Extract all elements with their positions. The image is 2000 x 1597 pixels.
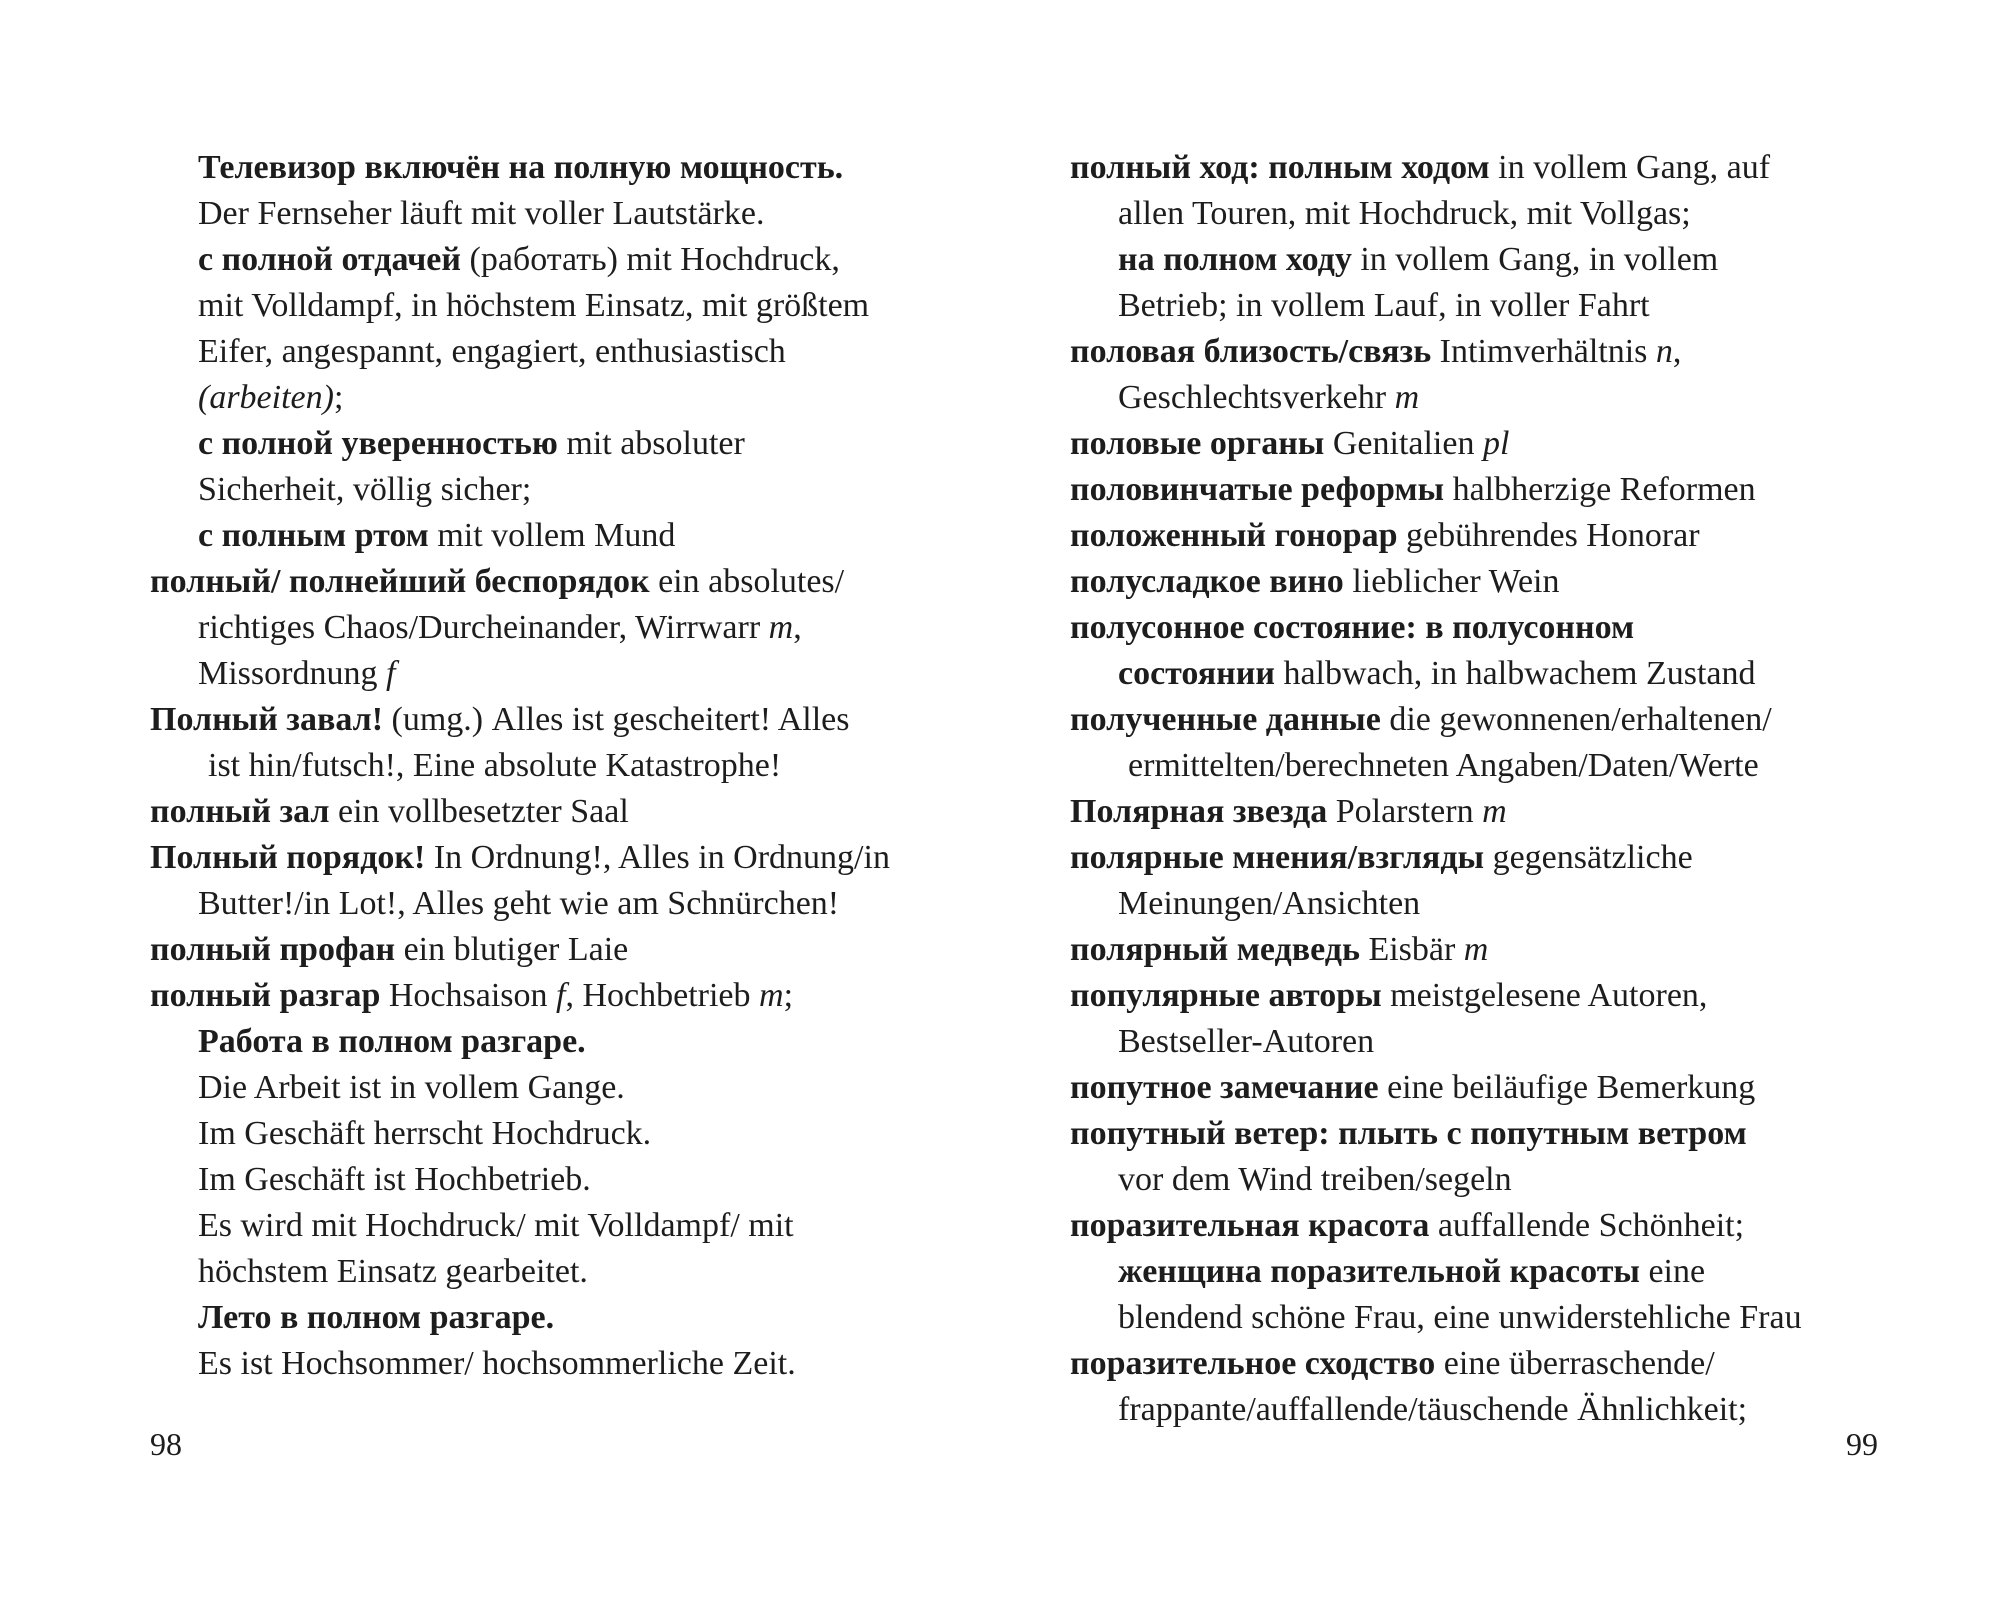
german-translation: mit vollem Mund xyxy=(428,517,676,554)
german-translation: höchstem Einsatz gearbeitet. xyxy=(198,1253,588,1290)
german-translation: gebührendes Honorar xyxy=(1397,517,1700,554)
german-translation: in vollem Gang, auf xyxy=(1489,149,1771,186)
entry-headword-line xyxy=(1070,927,1900,973)
german-translation: Intimverhältnis xyxy=(1431,333,1656,370)
russian-phrase: полный/ полнейший беспорядок xyxy=(150,563,650,600)
entry-continuation-line xyxy=(1070,283,1900,329)
german-translation: gegensätzliche xyxy=(1484,839,1693,876)
german-translation: allen Touren, mit Hochdruck, mit Vollgas; xyxy=(1118,195,1691,232)
russian-phrase: полусонное состояние: в полусонном xyxy=(1070,609,1635,646)
entry-continuation-line xyxy=(150,191,980,237)
german-translation: mit absoluter xyxy=(557,425,745,462)
german-translation: Im Geschäft ist Hochbetrieb. xyxy=(198,1161,591,1198)
german-translation: frappante/auffallende/täuschende Ähnlichkeit; xyxy=(1118,1391,1748,1428)
entry-headword-line xyxy=(1070,559,1900,605)
entry-continuation-line xyxy=(150,743,980,789)
german-translation: Polarstern xyxy=(1327,793,1483,830)
german-translation: eine beiläufige Bemerkung xyxy=(1378,1069,1756,1106)
entry-continuation-line xyxy=(150,1249,980,1295)
german-translation: (umg.) Alles ist gescheitert! Alles xyxy=(383,701,850,738)
german-translation: eine xyxy=(1639,1253,1706,1290)
russian-phrase: поразительное сходство xyxy=(1070,1345,1436,1382)
entry-headword-line xyxy=(150,927,980,973)
entry-continuation-line xyxy=(150,1065,980,1111)
russian-phrase: полный ход: полным ходом xyxy=(1070,149,1490,186)
german-translation: Der Fernseher läuft mit voller Lautstärke. xyxy=(198,195,765,232)
russian-phrase: полярные мнения/взгляды xyxy=(1070,839,1485,876)
german-translation: ; xyxy=(783,977,794,1014)
german-translation: meistgelesene Autoren, xyxy=(1381,977,1708,1014)
russian-phrase: попутный ветер: плыть с попутным ветром xyxy=(1070,1115,1747,1152)
entry-continuation-line xyxy=(1070,237,1900,283)
grammar-marker: f xyxy=(556,977,566,1014)
entry-continuation-line xyxy=(150,1019,980,1065)
german-translation: Es ist Hochsommer/ hochsommerliche Zeit. xyxy=(198,1345,796,1382)
german-translation: halbwach, in halbwachem Zustand xyxy=(1274,655,1756,692)
entry-continuation-line xyxy=(150,421,980,467)
german-translation: vor dem Wind treiben/segeln xyxy=(1118,1161,1512,1198)
russian-phrase: с полной уверенностью xyxy=(198,425,558,462)
german-translation: (работать) mit Hochdruck, xyxy=(461,241,840,278)
entry-continuation-line xyxy=(1070,1249,1900,1295)
grammar-marker: n xyxy=(1655,333,1673,370)
entry-continuation-line xyxy=(1070,1157,1900,1203)
russian-phrase: на полном ходу xyxy=(1118,241,1352,278)
german-translation: ; xyxy=(333,379,344,416)
german-translation: Betrieb; in vollem Lauf, in voller Fahrt xyxy=(1118,287,1650,324)
german-translation: halbherzige Reformen xyxy=(1444,471,1756,508)
grammar-marker: (arbeiten) xyxy=(198,379,334,416)
entry-continuation-line xyxy=(150,283,980,329)
german-translation: blendend schöne Frau, eine unwiderstehliche Frau xyxy=(1118,1299,1802,1336)
russian-phrase: полный разгар xyxy=(150,977,381,1014)
entry-continuation-line xyxy=(150,1341,980,1387)
german-translation: Meinungen/Ansichten xyxy=(1118,885,1421,922)
german-translation: auffallende Schönheit; xyxy=(1429,1207,1745,1244)
grammar-marker: m xyxy=(759,977,784,1014)
german-translation: Bestseller-Autoren xyxy=(1118,1023,1375,1060)
russian-phrase: полный зал xyxy=(150,793,330,830)
german-translation: Hochsaison xyxy=(380,977,557,1014)
german-translation: Missordnung xyxy=(198,655,386,692)
grammar-marker: m xyxy=(768,609,794,646)
german-translation: ein absolutes/ xyxy=(649,563,845,600)
russian-phrase: с полной отдачей xyxy=(198,241,461,278)
russian-phrase: положенный гонорар xyxy=(1070,517,1398,554)
russian-phrase: полный профан xyxy=(150,931,396,968)
entry-continuation-line xyxy=(1070,881,1900,927)
entry-continuation-line xyxy=(1070,743,1900,789)
entry-continuation-line xyxy=(150,467,980,513)
grammar-marker: m xyxy=(1394,379,1420,416)
german-translation: Butter!/in Lot!, Alles geht wie am Schnürchen! xyxy=(198,885,840,922)
german-translation: in vollem Gang, in vollem xyxy=(1351,241,1719,278)
entry-headword-line xyxy=(1070,1203,1900,1249)
entry-headword-line xyxy=(1070,605,1900,651)
entry-continuation-line xyxy=(150,1295,980,1341)
entry-headword-line xyxy=(1070,329,1900,375)
german-translation: ist hin/futsch!, Eine absolute Katastrophe! xyxy=(208,747,782,784)
entry-continuation-line xyxy=(1070,1387,1900,1433)
entry-headword-line xyxy=(1070,1065,1900,1111)
entry-continuation-line xyxy=(150,375,980,421)
entry-continuation-line xyxy=(1070,191,1900,237)
russian-phrase: Полный завал! xyxy=(150,701,384,738)
entry-headword-line xyxy=(1070,513,1900,559)
grammar-marker: pl xyxy=(1482,425,1510,462)
entry-continuation-line xyxy=(150,513,980,559)
entry-headword-line xyxy=(1070,1341,1900,1387)
entry-headword-line xyxy=(1070,145,1900,191)
entry-headword-line xyxy=(1070,467,1900,513)
entry-headword-line xyxy=(1070,835,1900,881)
entry-continuation-line xyxy=(150,605,980,651)
german-translation: ermittelten/berechneten Angaben/Daten/Werte xyxy=(1128,747,1759,784)
german-translation: Geschlechtsverkehr xyxy=(1118,379,1395,416)
russian-phrase: полученные данные xyxy=(1070,701,1381,738)
grammar-marker: m xyxy=(1463,931,1489,968)
grammar-marker: f xyxy=(385,655,396,692)
german-translation: ein blutiger Laie xyxy=(395,931,629,968)
entry-continuation-line xyxy=(1070,1295,1900,1341)
russian-phrase: Полный порядок! xyxy=(150,839,426,876)
entry-continuation-line xyxy=(150,651,980,697)
entry-headword-line xyxy=(150,789,980,835)
russian-phrase: полярный медведь xyxy=(1070,931,1360,968)
left-page-number: 98 xyxy=(150,1426,182,1462)
russian-phrase: Полярная звезда xyxy=(1070,793,1328,830)
german-translation: eine überraschende/ xyxy=(1435,1345,1715,1382)
entry-headword-line xyxy=(1070,1111,1900,1157)
russian-phrase: полусладкое вино xyxy=(1070,563,1344,600)
german-translation: Genitalien xyxy=(1324,425,1483,462)
russian-phrase: половые органы xyxy=(1070,425,1325,462)
russian-phrase: поразительная красота xyxy=(1070,1207,1430,1244)
entry-headword-line xyxy=(1070,789,1900,835)
german-translation: Eisbär xyxy=(1359,931,1464,968)
german-translation: lieblicher Wein xyxy=(1343,563,1560,600)
entry-continuation-line xyxy=(1070,1019,1900,1065)
entry-continuation-line xyxy=(1070,651,1900,697)
grammar-marker: m xyxy=(1482,793,1507,830)
russian-phrase: женщина поразительной красоты xyxy=(1118,1253,1640,1290)
german-translation: richtiges Chaos/Durcheinander, Wirrwarr xyxy=(198,609,769,646)
entry-headword-line xyxy=(1070,421,1900,467)
german-translation: Es wird mit Hochdruck/ mit Volldampf/ mit xyxy=(198,1207,794,1244)
right-page-body xyxy=(1070,145,1900,1433)
german-translation: Die Arbeit ist in vollem Gange. xyxy=(198,1069,625,1106)
german-translation: mit Volldampf, in höchstem Einsatz, mit größtem xyxy=(198,287,870,324)
entry-continuation-line xyxy=(150,1157,980,1203)
german-translation: , Hochbetrieb xyxy=(565,977,760,1014)
entry-continuation-line xyxy=(150,329,980,375)
right-page-number: 99 xyxy=(1846,1426,1878,1462)
german-translation: die gewonnenen/erhaltenen/ xyxy=(1380,701,1772,738)
russian-phrase: состоянии xyxy=(1118,655,1275,692)
entry-continuation-line xyxy=(150,881,980,927)
russian-phrase: Телевизор включён на полную мощность. xyxy=(198,149,844,186)
german-translation: Sicherheit, völlig sicher; xyxy=(198,471,532,508)
german-translation: , xyxy=(793,609,802,646)
entry-headword-line xyxy=(150,697,980,743)
german-translation: Im Geschäft herrscht Hochdruck. xyxy=(198,1115,652,1152)
entry-continuation-line xyxy=(1070,375,1900,421)
russian-phrase: половинчатые реформы xyxy=(1070,471,1445,508)
entry-continuation-line xyxy=(150,237,980,283)
entry-headword-line xyxy=(150,835,980,881)
entry-headword-line xyxy=(150,973,980,1019)
russian-phrase: с полным ртом xyxy=(198,517,429,554)
german-translation: Eifer, angespannt, engagiert, enthusiastisch xyxy=(198,333,786,370)
russian-phrase: Работа в полном разгаре. xyxy=(198,1023,586,1060)
entry-continuation-line xyxy=(150,1203,980,1249)
entry-continuation-line xyxy=(150,145,980,191)
entry-headword-line xyxy=(1070,973,1900,1019)
russian-phrase: Лето в полном разгаре. xyxy=(198,1299,555,1336)
german-translation: ein vollbesetzter Saal xyxy=(329,793,629,830)
german-translation: , xyxy=(1672,333,1682,370)
entry-headword-line xyxy=(1070,697,1900,743)
entry-headword-line xyxy=(150,559,980,605)
russian-phrase: популярные авторы xyxy=(1070,977,1382,1014)
entry-continuation-line xyxy=(150,1111,980,1157)
russian-phrase: половая близость/связь xyxy=(1070,333,1432,370)
german-translation: In Ordnung!, Alles in Ordnung/in xyxy=(425,839,890,876)
left-page-body xyxy=(150,145,980,1387)
russian-phrase: попутное замечание xyxy=(1070,1069,1379,1106)
